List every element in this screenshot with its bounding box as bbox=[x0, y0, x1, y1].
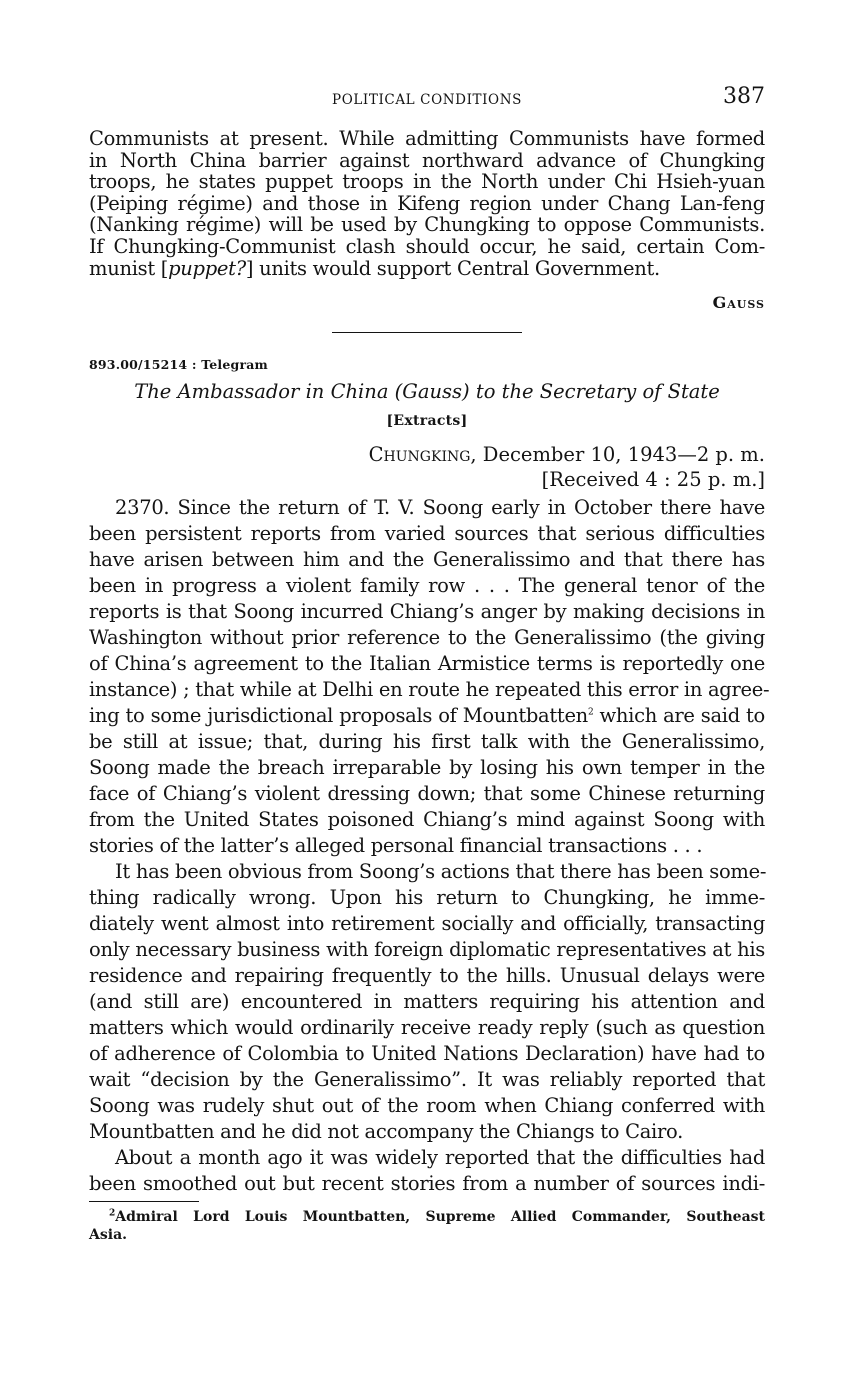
text-line: be still at issue; that, during his first talk with the Generalissimo, bbox=[89, 730, 765, 754]
file-reference: 893.00/15214 : Telegram bbox=[89, 357, 268, 373]
paragraph-2 bbox=[89, 859, 765, 1145]
text-line: only necessary business with foreign diplomatic representatives at his bbox=[89, 938, 765, 962]
text-line: Soong made the breach irreparable by losing his own temper in the bbox=[89, 756, 765, 780]
text-line: of China’s agreement to the Italian Armistice terms is reportedly one bbox=[89, 652, 765, 676]
text-line: been persistent reports from varied sources that serious difficulties bbox=[89, 522, 765, 546]
text-line: diately went almost into retirement socially and officially, transacting bbox=[89, 912, 765, 936]
received-time: [Received 4 : 25 p. m.] bbox=[541, 468, 765, 492]
text-line: residence and repairing frequently to the hills. Unusual delays were bbox=[89, 964, 765, 988]
footnote-rule bbox=[89, 1201, 199, 1202]
text-line: Communists at present. While admitting Communists have formed bbox=[89, 127, 765, 150]
text-line: matters which would ordinarily receive ready reply (such as question bbox=[89, 1016, 765, 1040]
dateline-place: Chungking, bbox=[368, 443, 477, 467]
footnote bbox=[89, 1208, 765, 1244]
text-line: ing to some jurisdictional proposals of Mountbatten$^2$ which are said to bbox=[89, 704, 765, 728]
text-line: been in progress a violent family row . . . The general tenor of the bbox=[89, 574, 765, 598]
text-line: wait “decision by the Generalissimo”. It was reliably reported that bbox=[89, 1068, 765, 1092]
page-header bbox=[89, 84, 765, 114]
text-line: (and still are) encountered in matters requiring his attention and bbox=[89, 990, 765, 1014]
text-line: About a month ago it was widely reported that the difficulties had bbox=[115, 1146, 765, 1170]
text-line: stories of the latter’s alleged personal financial transactions . . . bbox=[89, 834, 703, 858]
text-line: Soong was rudely shut out of the room when Chiang conferred with bbox=[89, 1094, 765, 1118]
text-line: troops, he states puppet troops in the North under Chi Hsieh-yuan bbox=[89, 170, 765, 194]
text-line: Washington without prior reference to the Generalissimo (the giving bbox=[89, 626, 765, 650]
paragraph-3 bbox=[89, 1145, 765, 1197]
text-segment: munist [ bbox=[89, 256, 169, 280]
continuation-paragraph bbox=[89, 128, 765, 279]
footnote-reference: 2 bbox=[587, 707, 594, 718]
paragraph-1 bbox=[89, 495, 770, 859]
text-line bbox=[89, 258, 765, 280]
text-line: (Nanking régime) will be used by Chungking to oppose Communists. bbox=[89, 213, 765, 237]
text-line: Mountbatten and he did not accompany the Chiangs to Cairo. bbox=[89, 1120, 684, 1144]
text-line: instance) ; that while at Delhi en route he repeated this error in agree- bbox=[89, 678, 770, 702]
text-line: been smoothed out but recent stories from a number of sources indi- bbox=[89, 1172, 765, 1196]
text-line: have arisen between him and the Generalissimo and that there has bbox=[89, 548, 765, 572]
text-line: from the United States poisoned Chiang’s mind against Soong with bbox=[89, 808, 765, 832]
document-page bbox=[89, 84, 770, 1244]
section-divider bbox=[332, 332, 522, 333]
italic-text: puppet? bbox=[168, 256, 246, 280]
text-line: (Peiping régime) and those in Kifeng region under Chang Lan-feng bbox=[89, 191, 765, 215]
footnote-marker: 2 bbox=[109, 1208, 116, 1219]
footnote-line: $^2$Admiral Lord Louis Mountbatten, Supreme Allied Commander, Southeast bbox=[109, 1208, 765, 1226]
text-line: reports is that Soong incurred Chiang’s anger by making decisions in bbox=[89, 600, 765, 624]
text-line: face of Chiang’s violent dressing down; that some Chinese returning bbox=[89, 782, 765, 806]
document-title: The Ambassador in China (Gauss) to the Secretary of State bbox=[134, 380, 720, 404]
text-line: in North China barrier against northward advance of Chungking bbox=[89, 148, 765, 172]
text-line: It has been obvious from Soong’s actions that there has been some- bbox=[115, 860, 767, 884]
extracts-label: [Extracts] bbox=[386, 413, 468, 430]
text-line: thing radically wrong. Upon his return to Chungking, he imme- bbox=[89, 886, 765, 910]
dateline-date: December 10, 1943—2 p. m. bbox=[476, 443, 765, 467]
text-line: 2370. Since the return of T. V. Soong early in October there have bbox=[115, 496, 765, 520]
telegram-body bbox=[89, 495, 770, 1197]
text-line: of adherence of Colombia to United Nations Declaration) have had to bbox=[89, 1042, 765, 1066]
footnote-line: Asia. bbox=[89, 1227, 128, 1244]
text-line: If Chungking-Communist clash should occur, he said, certain Com- bbox=[89, 234, 765, 258]
text-segment: ] units would support Central Government. bbox=[245, 256, 660, 280]
signature: Gauss bbox=[712, 293, 765, 313]
page-number: 387 bbox=[723, 84, 765, 109]
running-head: POLITICAL CONDITIONS bbox=[332, 92, 522, 108]
dateline bbox=[89, 443, 765, 466]
